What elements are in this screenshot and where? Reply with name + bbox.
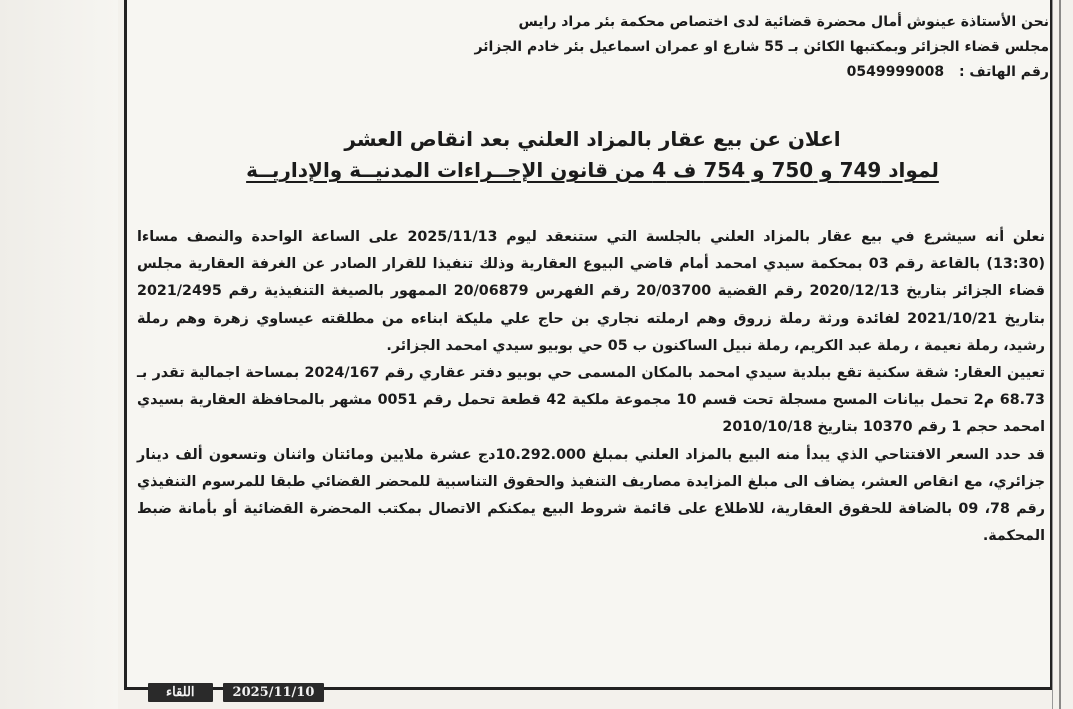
phone-label: رقم الهاتف :: [958, 64, 1049, 80]
bailiff-line: نحن الأستاذة عينوش أمال محضرة قضائية لدى اختصاص محكمة بئر مراد رايس: [518, 14, 1049, 30]
title-line-1: اعلان عن بيع عقار بالمزاد العلني بعد انقاص العشر: [344, 127, 841, 151]
notice-body: [137, 224, 1045, 550]
property-paragraph: تعيين العقار: شقة سكنية تقع ببلدية سيدي امحمد بالمكان المسمى حي بوبيو دفتر عقاري رقم 2024/167 بمساحة اجمالية تقدر بـ 68.73 م2 تحمل بيانات المسح مسجلة تحت قسم 10 مجموعة ملكية 42 قطعة تحمل رقم 0051 مشهر بالمحافظة العقارية بسيدي امحمد حجم 1 رقم 10370 بتاريخ 2010/10/18: [137, 365, 1045, 436]
phone-line: [149, 60, 1049, 85]
price-paragraph: قد حدد السعر الافتتاحي الذي يبدأ منه البيع بالمزاد العلني بمبلغ 10.292.000دج عشرة ملايين ومائتان واثنان وتسعون ألف دينار جزائري، مع انقاص العشر، يضاف الى مبلغ المزايدة مصاريف التنفيذ والحقوق التناسبية للمحضر القضائي طبقا للمرسوم التنفيذي رقم 78، 09 بالضافة للحقوق العقارية، للاطلاع على قائمة شروط البيع يمكنكم الاتصال بمكتب المحضرة القضائية أو بأمانة ضبط المحكمة.: [137, 446, 1046, 545]
newspaper-name: اللقاء: [148, 683, 213, 702]
phone-number: 0549999008: [846, 64, 945, 80]
publication-footer: [148, 680, 324, 704]
scan-edge: [1052, 0, 1073, 709]
publication-date: 2025/11/10: [223, 683, 325, 702]
sale-paragraph: نعلن أنه سيشرع في بيع عقار بالمزاد العلني بالجلسة التي ستنعقد ليوم 2025/11/13 على الساعة الواحدة والنصف مساءا (13:30) بالقاعة رقم 03 بمحكمة سيدي امحمد أمام قاضي البيوع العقارية وذلك تنفيذا للقرار الصادر عن الغرفة العقارية مجلس قضاء الجزائر بتاريخ 2020/12/13 رقم القضية 20/03700 رقم الفهرس 20/06879 الممهور بالصيغة التنفيذية رقم 2021/2495 بتاريخ 2021/10/21 لفائدة ورثة رملة زروق وهم ارملته نجاري بن حاج علي مليكة ابناءه من مطلقته عيساوي زهرة وهم رملة رشيد، رملة نعيمة ، رملة عبد الكريم، رملة نبيل الساكنون ب 05 حي بوبيو سيدي امحمد الجزائر.: [137, 229, 1046, 354]
notice-title: [135, 124, 1050, 186]
notice-header: [149, 10, 1049, 85]
scan-edge-line: [1059, 0, 1061, 709]
scan-margin: [0, 0, 118, 709]
address-line: مجلس قضاء الجزائر وبمكتبها الكائن بـ 55 شارع او عمران اسماعيل بئر خادم الجزائر: [474, 39, 1049, 55]
title-line-2: لمواد 749 و 750 و 754 ف 4 من قانون الإجــراءات المدنيــة والإداريــة: [246, 158, 939, 182]
